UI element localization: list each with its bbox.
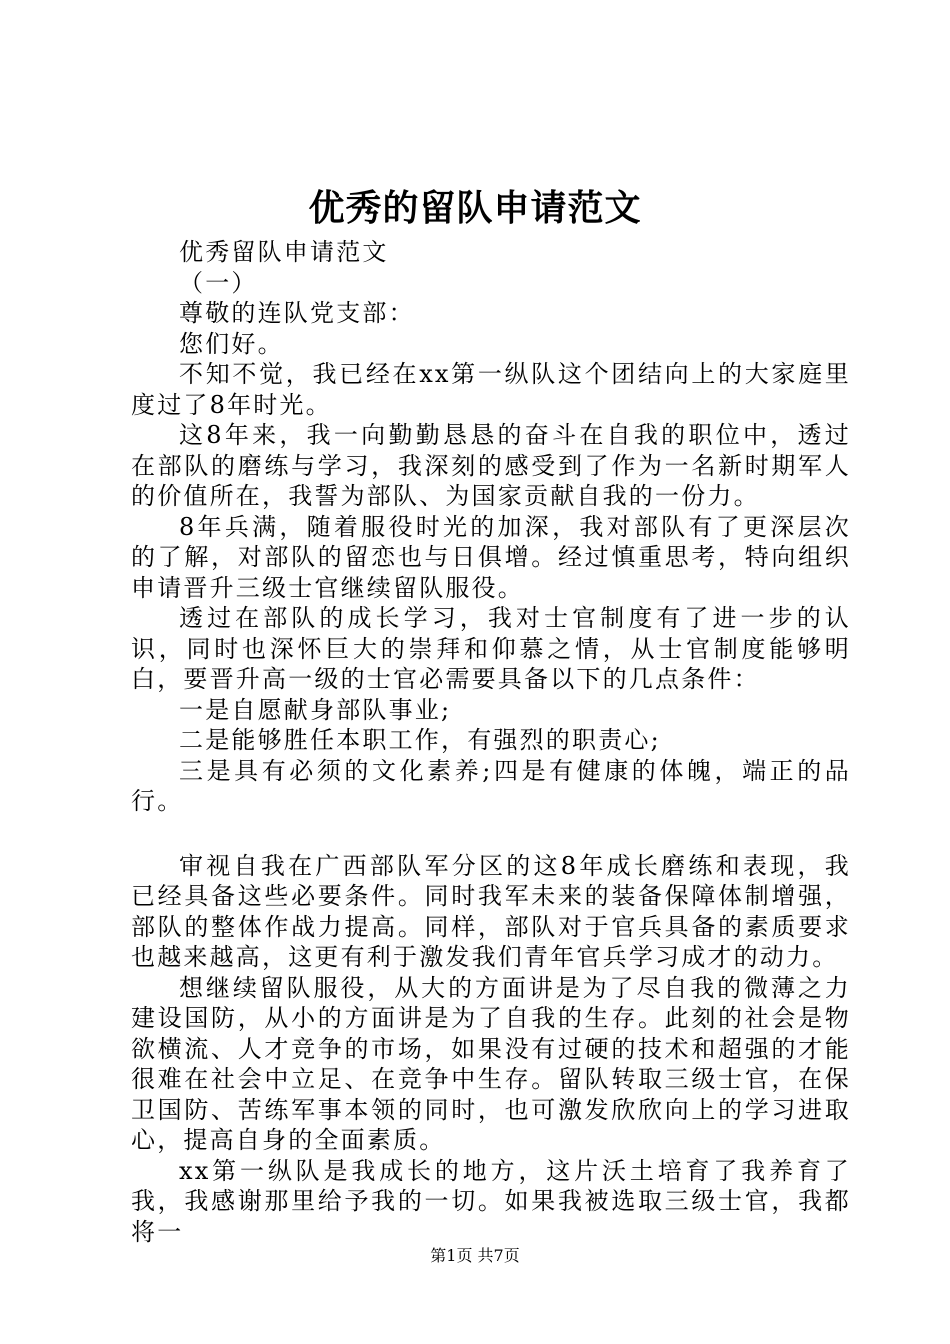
paragraph-section-number: （一）	[179, 268, 258, 297]
paragraph: 想继续留队服役，从大的方面讲是为了尽自我的微薄之力建设国防，从小的方面讲是为了自我的生存。此刻的社会是物欲横流、人才竞争的市场，如果没有过硬的技术和超强的才能很难在社会中立足、在竞争中生存。留队转取三级士官，在保卫国防、苦练军事本领的同时，也可激发欣欣向上的学习进取心，提高自身的全面素质。	[131, 973, 851, 1154]
paragraph: 审视自我在广西部队军分区的这8年成长磨练和表现，我已经具备这些必要条件。同时我军未来的装备保障体制增强，部队的整体作战力提高。同样，部队对于官兵具备的素质要求也越来越高，这更有利于激发我们青年官兵学习成才的动力。	[131, 851, 851, 971]
paragraph-condition-2: 二是能够胜任本职工作，有强烈的职责心;	[179, 726, 661, 754]
paragraph: 这8年来，我一向勤勤恳恳的奋斗在自我的职位中，透过在部队的磨练与学习，我深刻的感受到了作为一名新时期军人的价值所在，我誓为部队、为国家贡献自我的一份力。	[131, 421, 851, 510]
paragraph-salutation: 尊敬的连队党支部：	[179, 299, 415, 327]
document-body	[131, 237, 851, 1247]
paragraph: xx第一纵队是我成长的地方，这片沃土培育了我养育了我，我感谢那里给予我的一切。如果我被选取三级士官，我都将一	[131, 1156, 851, 1246]
paragraph-greeting: 您们好。	[179, 329, 284, 358]
document-title: 优秀的留队申请范文	[308, 187, 642, 229]
paragraph: 透过在部队的成长学习，我对士官制度有了进一步的认识，同时也深怀巨大的崇拜和仰慕之情，从士官制度能够明白，要晋升高一级的士官必需要具备以下的几点条件：	[131, 604, 851, 693]
paragraph-condition-1: 一是自愿献身部队事业;	[179, 695, 452, 724]
page-footer: 第1页 共7页	[430, 1246, 520, 1265]
paragraph: 不知不觉，我已经在xx第一纵队这个团结向上的大家庭里度过了8年时光。	[131, 360, 851, 419]
paragraph: 8年兵满，随着服役时光的加深，我对部队有了更深层次的了解，对部队的留恋也与日俱增。经过慎重思考，特向组织申请晋升三级士官继续留队服役。	[131, 512, 851, 602]
paragraph-subtitle: 优秀留队申请范文	[179, 238, 389, 266]
paragraph-condition-3-4: 三是具有必须的文化素养;四是有健康的体魄，端正的品行。	[131, 756, 851, 815]
